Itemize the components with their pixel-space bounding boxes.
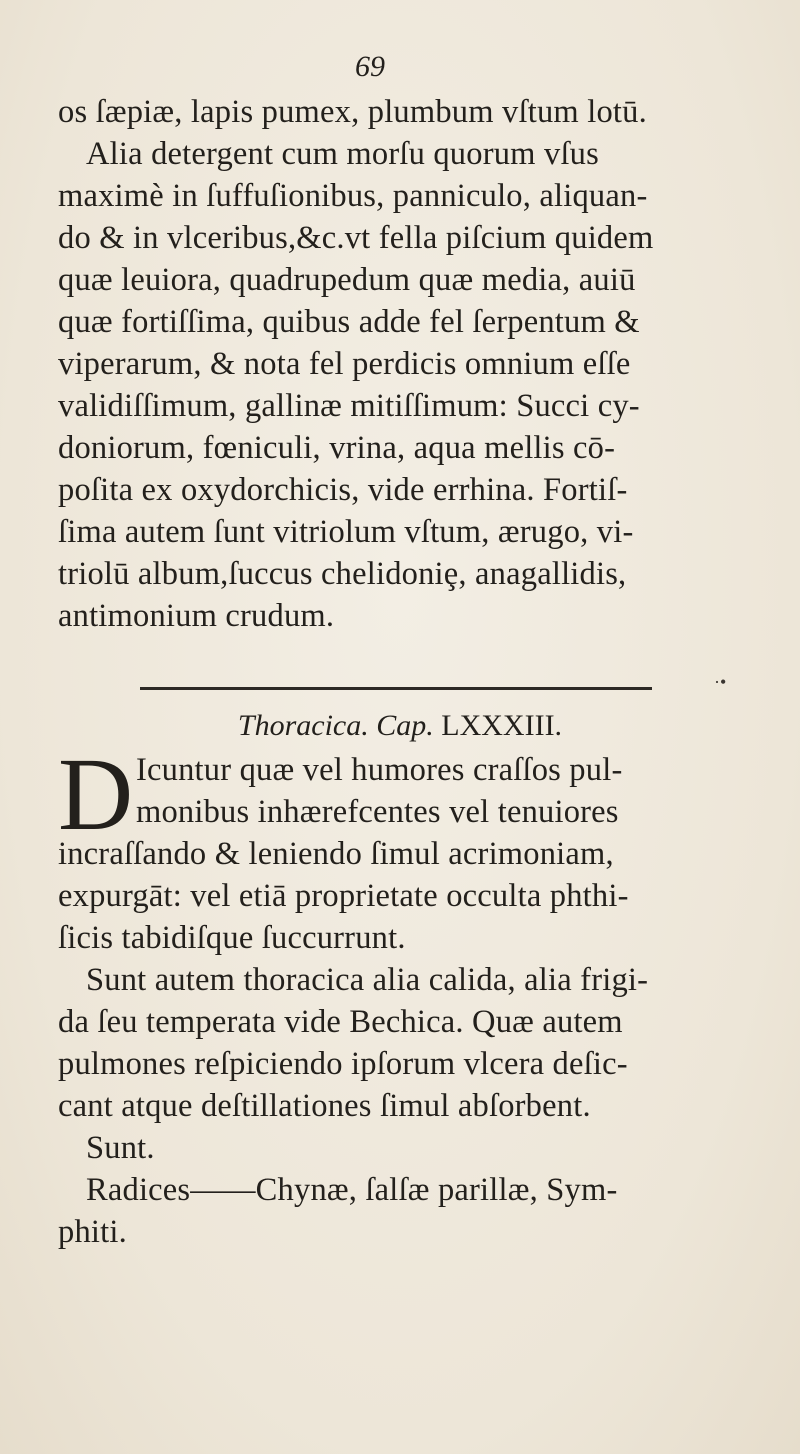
text-line: da ſeu temperata vide Bechica. Quæ autem — [58, 1004, 623, 1040]
text-line: ſima autem ſunt vitriolum vſtum, ærugo, vi- — [58, 514, 634, 550]
text-line: incraſſando & leniendo ſimul acrimoniam, — [58, 836, 614, 872]
text-line: quæ leuiora, quadrupedum quæ media, auiū — [58, 262, 636, 298]
text-line: Sunt. — [86, 1130, 155, 1166]
heading-italic: Thoracica. Cap. — [237, 709, 434, 742]
text-line: phiti. — [58, 1214, 127, 1250]
text-line: expurgāt: vel etiā proprietate occulta phthi- — [58, 878, 629, 914]
text-line: poſita ex oxydorchicis, vide errhina. Fortiſ- — [58, 472, 628, 508]
text-line: validiſſimum, gallinæ mitiſſimum: Succi cy- — [58, 388, 640, 424]
section-rule — [140, 687, 652, 690]
heading-chapter-number: LXXXIII. — [441, 709, 563, 742]
rule-ornament: ·• — [714, 672, 727, 692]
drop-cap: D — [58, 737, 134, 852]
text-line: cant atque deſtillationes ſimul abſorbent. — [58, 1088, 591, 1124]
text-line: doniorum, fœniculi, vrina, aqua mellis cō- — [58, 430, 616, 466]
text-line: Radices——Chynæ, ſalſæ parillæ, Sym- — [86, 1172, 618, 1208]
text-line: os ſæpiæ, lapis pumex, plumbum vſtum lotū. — [58, 94, 647, 130]
text-line: viperarum, & nota fel perdicis omnium eſſe — [58, 346, 631, 382]
text-line: antimonium crudum. — [58, 598, 335, 634]
text-line: pulmones reſpiciendo ipſorum vlcera deſic- — [58, 1046, 628, 1082]
text-line: quæ fortiſſima, quibus adde fel ſerpentum & — [58, 304, 640, 340]
text-line: maximè in ſuffuſionibus, panniculo, aliquan- — [58, 178, 648, 214]
text-line: do & in vlceribus,&c.vt fella piſcium quidem — [58, 220, 654, 256]
text-line: triolū album,ſuccus chelidoniȩ, anagallidis, — [58, 556, 627, 592]
page-number: 69 — [355, 50, 385, 83]
text-line: Alia detergent cum morſu quorum vſus — [86, 136, 599, 172]
text-line: Icuntur quæ vel humores craſſos pul- — [136, 752, 623, 788]
text-line: monibus inhærefcentes vel tenuiores — [136, 794, 619, 830]
text-line: ſicis tabidiſque ſuccurrunt. — [58, 920, 406, 956]
text-line: Sunt autem thoracica alia calida, alia frigi- — [86, 962, 649, 998]
